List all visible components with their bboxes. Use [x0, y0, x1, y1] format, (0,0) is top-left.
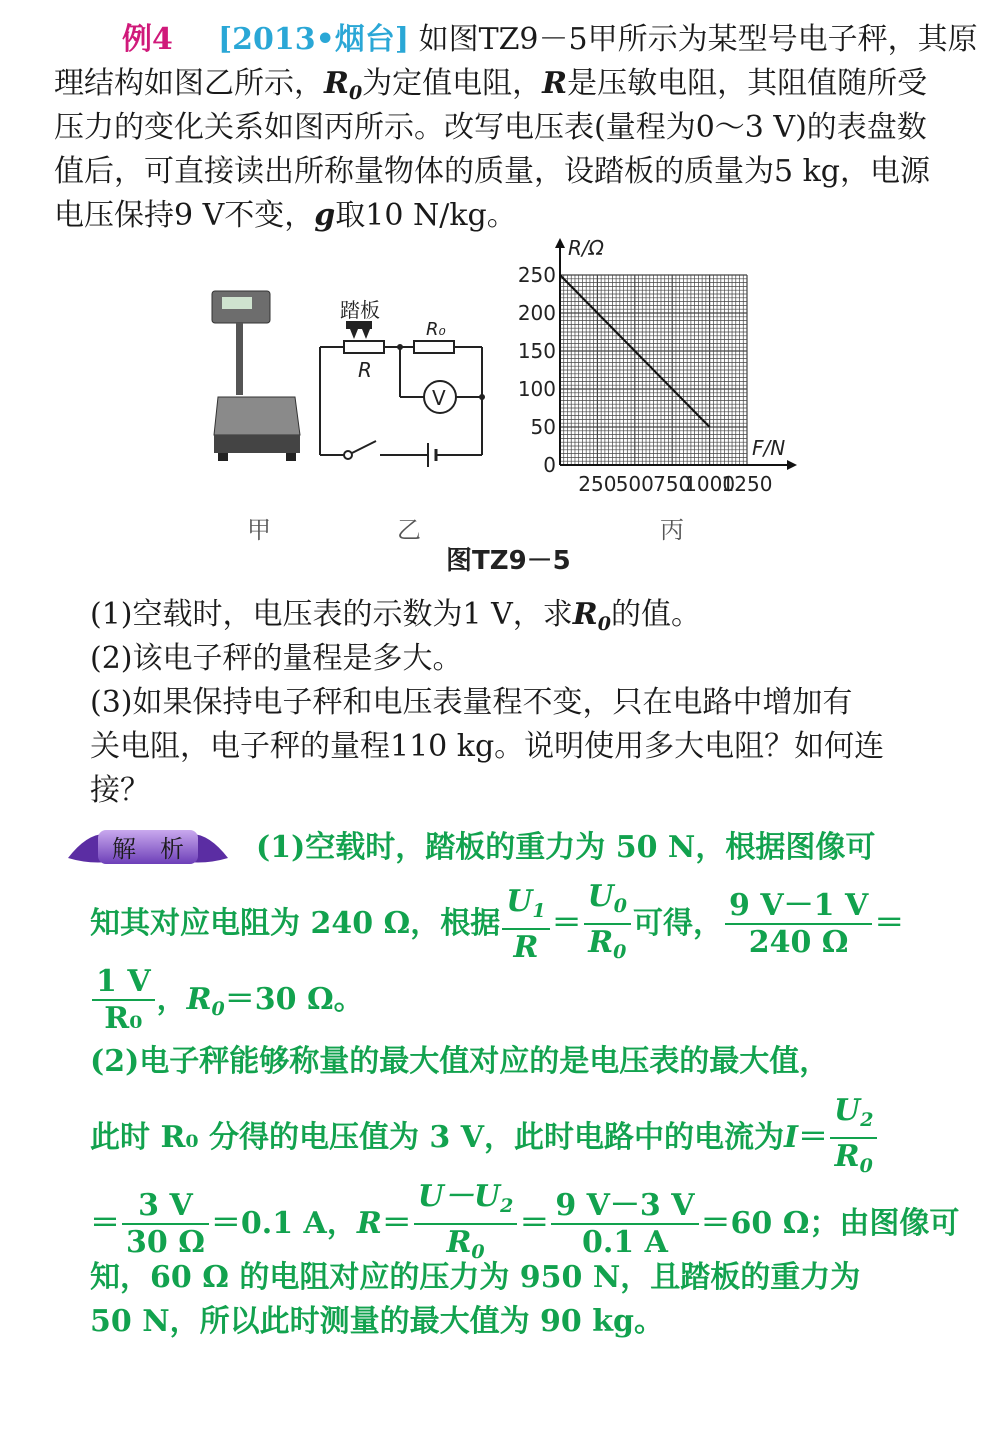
g-symbol: g	[314, 198, 336, 233]
switch	[344, 451, 352, 459]
badge-label: 解 析	[112, 835, 184, 863]
problem-line-1	[122, 18, 978, 62]
voltmeter-label: V	[432, 386, 446, 410]
resistor-r0-label: R₀	[426, 319, 446, 340]
y-tick-label: 50	[530, 415, 556, 439]
x-tick-label: 1250	[721, 472, 773, 496]
x-tick-label: 500	[615, 472, 654, 496]
question-1-text: (1)空载时，电压表的示数为1 V，求	[90, 597, 573, 632]
fixed-resistor	[414, 341, 454, 353]
circuit-diagram	[310, 295, 500, 475]
y-tick-label: 100	[517, 377, 556, 401]
resistance-force-chart	[505, 235, 815, 500]
f3-numerator: 3 V	[122, 1189, 209, 1225]
x-tick-label: 250	[578, 472, 617, 496]
fraction-1v-r0	[92, 965, 155, 1037]
question-2: (2)该电子秤的量程是多大。	[90, 641, 463, 676]
fraction-u1-r: $\frac{U_1}{R}$	[502, 885, 549, 966]
solution-r0-symbol: $R_0$	[186, 982, 225, 1020]
y-axis-arrow	[555, 238, 565, 248]
pedal-plate	[346, 321, 372, 329]
fraction-u0-r0: $\frac{U_0}{R_0}$	[584, 880, 631, 970]
x-tick-label: 750	[653, 472, 692, 496]
problem-line-3: 压力的变化关系如图丙所示。改写电压表(量程为0～3 V)的表盘数	[54, 110, 927, 145]
solution-line-8: 50 N，所以此时测量的最大值为 90 kg。	[90, 1304, 665, 1339]
question-3-line-2: 关电阻，电子秤的量程110 kg。说明使用多大电阻？如何连	[90, 729, 885, 764]
scale-photo	[200, 285, 310, 470]
y-tick-label: 250	[517, 263, 556, 287]
solution-line-7: 知，60 Ω 的电阻对应的压力为 950 N，且踏板的重力为	[90, 1260, 861, 1295]
resistor-r-label: R	[358, 358, 372, 382]
problem-text-2a: 理结构如图乙所示，	[54, 66, 324, 101]
question-1-r0: $R_0$	[572, 597, 611, 635]
pressure-resistor	[344, 341, 384, 353]
solution-text-1b: 知其对应电阻为 240 Ω，根据	[90, 906, 501, 941]
problem-text-2b: 为定值电阻，	[362, 66, 543, 101]
f1-numerator: 9 V－1 V	[725, 889, 872, 925]
fraction-3v-30ohm	[122, 1189, 209, 1261]
plate-label: 踏板	[340, 298, 380, 322]
f4-numerator: 9 V－3 V	[551, 1189, 698, 1225]
x-tick-label: 1000	[684, 472, 736, 496]
solution-result-1: ＝30 Ω。	[224, 982, 364, 1017]
problem-text-5a: 电压保持9 V不变，	[54, 198, 315, 233]
y-tick-label: 150	[517, 339, 556, 363]
x-axis-arrow	[787, 460, 797, 470]
solution-text-2b: 此时 R₀ 分得的电压值为 3 V，此时电路中的电流为	[90, 1120, 784, 1155]
example-label: 例4	[122, 22, 173, 57]
question-1-tail: 的值。	[610, 597, 701, 632]
solution-line-1: (1)空载时，踏板的重力为 50 N，根据图像可	[256, 830, 876, 865]
figure-title: 图TZ9－5	[446, 546, 571, 576]
solution-text-2c: ＝0.1 A，	[210, 1206, 357, 1241]
fraction-u-minus-u2: $\frac{U-U_2}{R_0}$	[414, 1180, 518, 1270]
x-axis-label: F/N	[752, 436, 786, 460]
solution-line-5: 此时 R₀ 分得的电压值为 3 V，此时电路中的电流为I＝ $\frac{U_2}{R_0}$	[90, 1094, 879, 1184]
solution-text-1c: 可得，	[633, 906, 724, 941]
solution-text-1d: ，	[156, 982, 187, 1017]
fraction-u2-r0: $\frac{U_2}{R_0}$	[830, 1094, 877, 1184]
problem-text-5b: 取10 N/kg。	[335, 198, 517, 233]
fraction-voltage-ratio	[725, 889, 872, 961]
f1-denominator: 240 Ω	[748, 925, 849, 960]
problem-line-4: 值后，可直接读出所称量物体的质量，设踏板的质量为5 kg，电源	[54, 154, 931, 189]
f2-numerator: 1 V	[92, 965, 155, 1001]
y-tick-label: 200	[517, 301, 556, 325]
question-3-line-1: (3)如果保持电子秤和电压表量程不变，只在电路中增加有	[90, 685, 853, 720]
y-tick-label: 0	[543, 453, 556, 477]
solution-line-2: 知其对应电阻为 240 Ω，根据 $\frac{U_1}{R}$ ＝ $\frac{U_0}{R_0}$ 可得， $\frac{9 V-1 V}{240 \Omega}$ ＝	[90, 880, 904, 970]
caption-jia: 甲	[247, 516, 271, 544]
r0-symbol: $R_0$	[324, 66, 363, 104]
problem-line-5	[54, 194, 517, 238]
f2-denominator: R₀	[104, 1001, 143, 1036]
f3-denominator: 30 Ω	[126, 1225, 205, 1260]
caption-bing: 丙	[660, 516, 684, 544]
caption-yi: 乙	[397, 516, 421, 544]
y-axis-label: R/Ω	[568, 236, 604, 260]
f4-denominator: 0.1 A	[581, 1225, 668, 1260]
question-3-line-3: 接？	[90, 773, 150, 808]
solution-line-6: ＝ $\frac{3 V}{30 \Omega}$ ＝0.1 A，R＝ $\frac{U-U_2}{R_0}$ ＝ $\frac{9 V-3 V}{0.1 A}$ ＝60 Ω；由图像可	[90, 1180, 959, 1270]
solution-text-2d: ＝60 Ω；由图像可	[700, 1206, 960, 1241]
fraction-6v-current	[551, 1189, 698, 1261]
problem-text-2c: 是压敏电阻，其阻值随所受	[567, 66, 928, 101]
current-symbol: I	[784, 1120, 799, 1155]
resistance-symbol: R	[356, 1206, 382, 1241]
solution-line-4: (2)电子秤能够称量的最大值对应的是电压表的最大值，	[90, 1044, 830, 1079]
problem-text-1: 如图TZ9－5甲所示为某型号电子秤，其原	[418, 22, 978, 57]
source-tag: [2013•烟台]	[217, 22, 410, 57]
solution-line-3	[90, 965, 364, 1037]
r-symbol: R	[542, 66, 568, 101]
solution-badge	[68, 828, 228, 868]
